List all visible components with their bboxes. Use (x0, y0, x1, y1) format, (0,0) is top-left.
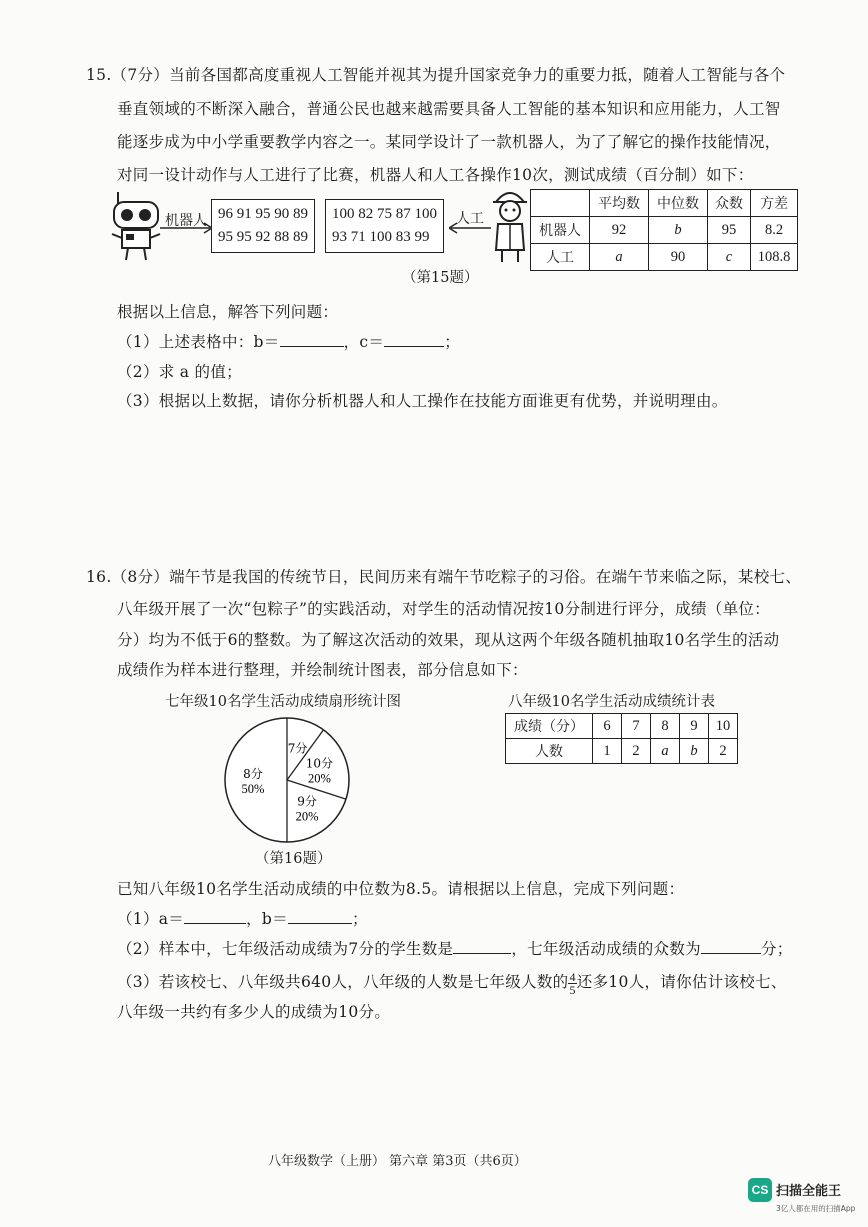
q15-sub1 (117, 330, 460, 352)
table-cell: a (590, 244, 649, 271)
q16-sub2-text-1: （2）样本中，七年级活动成绩为7分的学生数是 (117, 940, 454, 958)
q15-sub2: （2）求 a 的值； (117, 363, 242, 381)
q15-sub1-end: ； (444, 333, 460, 351)
human-scores-box (325, 199, 444, 253)
table-cell: 机器人 (531, 217, 590, 244)
table-title: 八年级10名学生活动成绩统计表 (508, 694, 715, 710)
table-row (506, 714, 738, 739)
q16-sub3-line-2: 八年级一共约有多少人的成绩为10分。 (117, 1003, 391, 1021)
page-footer: 八年级数学（上册） 第六章 第3页（共6页） (268, 1154, 527, 1169)
worker-figure (490, 184, 530, 264)
pie-slice-label: 8分 (243, 767, 263, 781)
table-cell: 6 (593, 714, 622, 739)
table-header-cell: 方差 (751, 190, 798, 217)
pie-slice-label: 7分 (287, 741, 308, 756)
pie-slice-label: 9分 (297, 794, 317, 809)
table-cell: 10 (709, 714, 738, 739)
table-cell: b (649, 217, 708, 244)
q15-line-4: 对同一设计动作与人工进行了比赛，机器人和人工各操作10次，测试成绩（百分制）如下： (117, 166, 754, 184)
table-cell: c (708, 244, 751, 271)
q16-line-3: 分）均为不低于6的整数。为了解这次活动的效果，现从这两个年级各随机抽取10名学生的活动 (117, 631, 780, 649)
pie-chart (222, 715, 352, 845)
pie-chart-title: 七年级10名学生活动成绩扇形统计图 (165, 694, 401, 710)
table-cell: 9 (680, 714, 709, 739)
answer-blank-a[interactable] (184, 909, 246, 924)
q16-line-2: 八年级开展了一次“包粽子”的实践活动，对学生的活动情况按10分制进行评分，成绩（单位： (117, 600, 770, 618)
human-scores-row-2: 93 71 100 83 99 (332, 229, 430, 245)
pie-slice-percent: 20% (295, 809, 319, 824)
fraction-numerator: 4 (569, 969, 576, 984)
table-header-cell: 众数 (708, 190, 751, 217)
answer-blank-count[interactable] (453, 939, 511, 954)
table-header-row (531, 190, 798, 217)
table-cell: b (680, 739, 709, 764)
table-cell: 95 (708, 217, 751, 244)
q16-sub1-end: ； (351, 910, 368, 928)
human-scores-row-1: 100 82 75 87 100 (332, 206, 437, 222)
table-cell: 8.2 (751, 217, 798, 244)
robot-scores-row-2: 95 95 92 88 89 (218, 229, 308, 245)
robot-scores-box (211, 199, 315, 253)
q16-sub2-text-3: 分； (760, 940, 793, 958)
pie-slice-percent: 50% (241, 782, 265, 796)
q15-caption: （第15题） (402, 270, 479, 286)
q16-known: 已知八年级10名学生活动成绩的中位数为8.5。请根据以上信息，完成下列问题： (117, 880, 685, 898)
robot-label: 机器人 (165, 213, 207, 229)
q16-sub3 (117, 970, 787, 996)
q16-sub3-text-1: （3）若该校七、八年级共640人，八年级的人数是七年级人数的 (117, 973, 569, 991)
answer-blank-b[interactable] (280, 332, 344, 347)
table-header-cell: 平均数 (590, 190, 649, 217)
table-cell: a (651, 739, 680, 764)
table-cell: 2 (622, 739, 651, 764)
pie-slice-label: 10分 (305, 756, 334, 771)
q15-sub3: （3）根据以上数据，请你分析机器人和人工操作在技能方面谁更有优势，并说明理由。 (117, 392, 728, 410)
q15-line-2: 垂直领域的不断深入融合，普通公民也越来越需要具备人工智能的基本知识和应用能力，人工智 (117, 100, 781, 118)
fraction-denominator: 5 (569, 982, 576, 997)
q15-stats-table (530, 189, 798, 271)
table-cell: 108.8 (751, 244, 798, 271)
robot-figure (110, 190, 162, 262)
scanner-app-tagline: 3亿人都在用的扫描App (776, 1204, 856, 1213)
q16-sub1 (117, 907, 368, 929)
q15-intro: 根据以上信息，解答下列问题： (117, 303, 339, 321)
answer-blank-mode[interactable] (701, 939, 761, 954)
table-cell: 90 (649, 244, 708, 271)
table-cell: 成绩（分） (506, 714, 593, 739)
q16-caption: （第16题） (255, 851, 332, 867)
table-cell: 2 (709, 739, 738, 764)
robot-scores-row-1: 96 91 95 90 89 (218, 206, 308, 222)
table-header-cell (531, 190, 590, 217)
answer-blank-c[interactable] (384, 332, 444, 347)
q16-sub2 (117, 937, 793, 959)
pie-slice-percent: 20% (307, 771, 331, 786)
scanner-logo-icon: CS (748, 1178, 772, 1202)
q16-sub1-label-b: ，b＝ (246, 910, 288, 928)
table-row (531, 217, 798, 244)
table-row (531, 244, 798, 271)
q16-sub1-label-a: （1）a＝ (117, 910, 185, 928)
robot-arrow-icon (160, 222, 214, 234)
answer-blank-b[interactable] (288, 909, 352, 924)
q15-sub1-label-c: ，c＝ (343, 333, 385, 351)
table-cell: 92 (590, 217, 649, 244)
q15-line-1: 15.（7分）当前各国都高度重视人工智能并视其为提升国家竞争力的重要力抵，随着人工智能与各个 (86, 66, 786, 84)
table-row (506, 739, 738, 764)
fraction (568, 971, 576, 996)
q16-sub3-text-2: 还多10人，请你估计该校七、 (576, 973, 787, 991)
q16-sub2-text-2: ，七年级活动成绩的众数为 (511, 940, 701, 958)
table-cell: 7 (622, 714, 651, 739)
scanner-app-name: 扫描全能王 (776, 1184, 842, 1199)
q15-line-3: 能逐步成为中小学重要教学内容之一。某同学设计了一款机器人，为了了解它的操作技能情况， (117, 133, 781, 151)
q16-line-4: 成绩作为样本进行整理，并绘制统计图表，部分信息如下： (117, 661, 528, 679)
table-header-cell: 中位数 (649, 190, 708, 217)
table-cell: 1 (593, 739, 622, 764)
q15-sub1-label-b: （1）上述表格中：b＝ (117, 333, 280, 351)
table-cell: 人工 (531, 244, 590, 271)
human-label: 人工 (456, 211, 484, 227)
q16-score-table (505, 713, 738, 764)
q16-line-1: 16.（8分）端午节是我国的传统节日，民间历来有端午节吃粽子的习俗。在端午节来临之际，某校七、 (86, 568, 802, 586)
table-cell: 人数 (506, 739, 593, 764)
table-cell: 8 (651, 714, 680, 739)
